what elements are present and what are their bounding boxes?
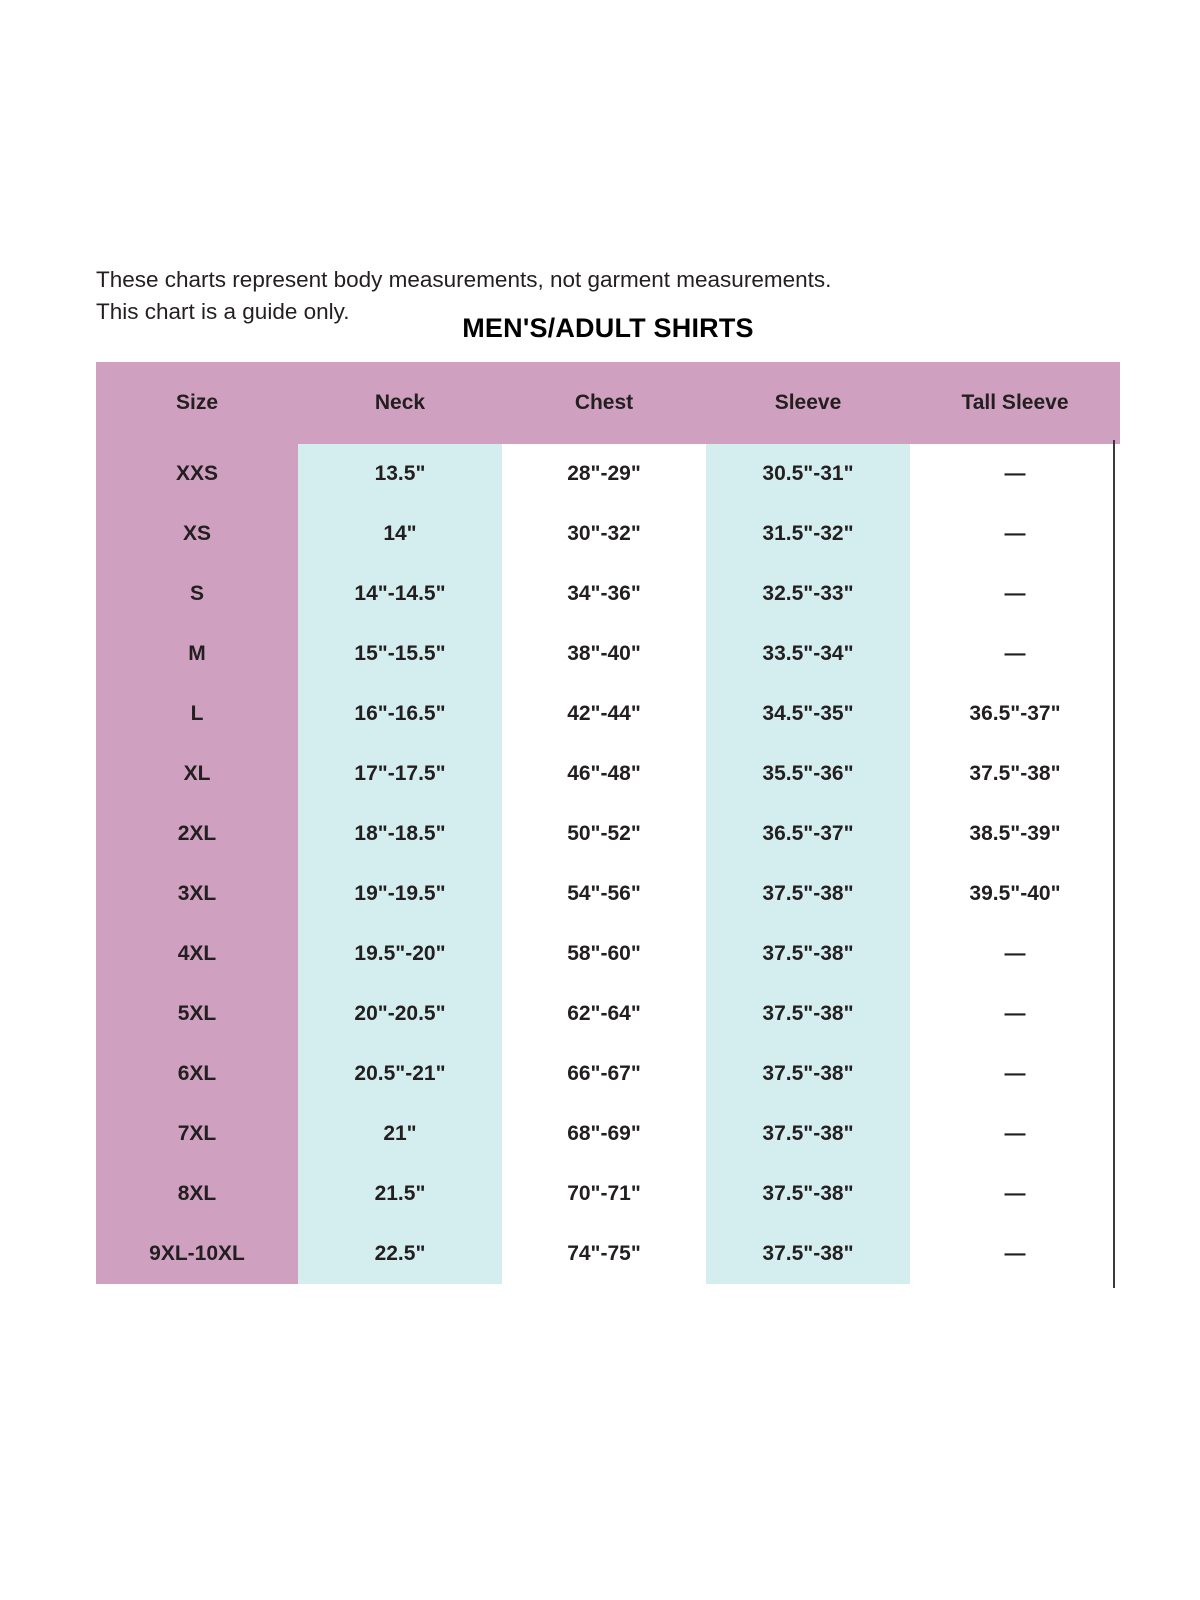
cell-chest: 74"-75" <box>502 1224 706 1284</box>
cell-neck: 17"-17.5" <box>298 744 502 804</box>
cell-sleeve: 30.5"-31" <box>706 444 910 504</box>
cell-sleeve: 37.5"-38" <box>706 1104 910 1164</box>
cell-sleeve: 32.5"-33" <box>706 564 910 624</box>
table-row <box>96 804 1120 864</box>
table-header-row <box>96 362 1120 444</box>
cell-neck: 14"-14.5" <box>298 564 502 624</box>
cell-size: 8XL <box>96 1164 298 1224</box>
cell-chest: 42"-44" <box>502 684 706 744</box>
table-row <box>96 864 1120 924</box>
table-row <box>96 1164 1120 1224</box>
cell-size: XS <box>96 504 298 564</box>
cell-chest: 50"-52" <box>502 804 706 864</box>
cell-sleeve: 37.5"-38" <box>706 1044 910 1104</box>
table-row <box>96 744 1120 804</box>
cell-size: 6XL <box>96 1044 298 1104</box>
cell-size: XXS <box>96 444 298 504</box>
table-row <box>96 984 1120 1044</box>
cell-neck: 21.5" <box>298 1164 502 1224</box>
cell-size: 5XL <box>96 984 298 1044</box>
cell-sleeve: 31.5"-32" <box>706 504 910 564</box>
cell-sleeve: 37.5"-38" <box>706 1224 910 1284</box>
cell-neck: 19.5"-20" <box>298 924 502 984</box>
cell-tall-sleeve: — <box>910 1104 1120 1164</box>
cell-chest: 68"-69" <box>502 1104 706 1164</box>
cell-tall-sleeve: — <box>910 504 1120 564</box>
cell-size: XL <box>96 744 298 804</box>
cell-tall-sleeve: — <box>910 924 1120 984</box>
cell-sleeve: 37.5"-38" <box>706 1164 910 1224</box>
cell-sleeve: 37.5"-38" <box>706 864 910 924</box>
cell-size: 4XL <box>96 924 298 984</box>
cell-size: 3XL <box>96 864 298 924</box>
cell-size: L <box>96 684 298 744</box>
cell-chest: 34"-36" <box>502 564 706 624</box>
table-row <box>96 504 1120 564</box>
size-chart-table-wrap <box>96 362 1120 1284</box>
table-row <box>96 684 1120 744</box>
cell-chest: 28"-29" <box>502 444 706 504</box>
cell-chest: 58"-60" <box>502 924 706 984</box>
table-right-rule <box>1113 440 1115 1288</box>
cell-size: 9XL-10XL <box>96 1224 298 1284</box>
column-header-sleeve: Sleeve <box>706 362 910 444</box>
cell-neck: 20"-20.5" <box>298 984 502 1044</box>
intro-line-1: These charts represent body measurements, not garment measurements. <box>96 267 832 292</box>
table-row <box>96 1044 1120 1104</box>
cell-sleeve: 36.5"-37" <box>706 804 910 864</box>
table-row <box>96 624 1120 684</box>
cell-tall-sleeve: 39.5"-40" <box>910 864 1120 924</box>
cell-tall-sleeve: — <box>910 444 1120 504</box>
size-chart-table <box>96 362 1120 1284</box>
cell-chest: 62"-64" <box>502 984 706 1044</box>
cell-neck: 13.5" <box>298 444 502 504</box>
table-row <box>96 924 1120 984</box>
cell-chest: 30"-32" <box>502 504 706 564</box>
cell-size: 7XL <box>96 1104 298 1164</box>
cell-size: M <box>96 624 298 684</box>
cell-neck: 16"-16.5" <box>298 684 502 744</box>
cell-size: 2XL <box>96 804 298 864</box>
cell-neck: 21" <box>298 1104 502 1164</box>
column-header-tall-sleeve: Tall Sleeve <box>910 362 1120 444</box>
column-header-neck: Neck <box>298 362 502 444</box>
cell-neck: 19"-19.5" <box>298 864 502 924</box>
cell-chest: 54"-56" <box>502 864 706 924</box>
table-row <box>96 1104 1120 1164</box>
cell-neck: 20.5"-21" <box>298 1044 502 1104</box>
column-header-size: Size <box>96 362 298 444</box>
table-header <box>96 362 1120 444</box>
cell-sleeve: 33.5"-34" <box>706 624 910 684</box>
table-row <box>96 564 1120 624</box>
cell-tall-sleeve: — <box>910 1044 1120 1104</box>
cell-tall-sleeve: — <box>910 1164 1120 1224</box>
cell-tall-sleeve: — <box>910 984 1120 1044</box>
cell-chest: 66"-67" <box>502 1044 706 1104</box>
cell-sleeve: 37.5"-38" <box>706 924 910 984</box>
cell-tall-sleeve: — <box>910 624 1120 684</box>
intro-line-2: This chart is a guide only. <box>96 299 350 324</box>
cell-sleeve: 34.5"-35" <box>706 684 910 744</box>
cell-neck: 22.5" <box>298 1224 502 1284</box>
cell-chest: 38"-40" <box>502 624 706 684</box>
table-body <box>96 444 1120 1284</box>
cell-chest: 70"-71" <box>502 1164 706 1224</box>
cell-tall-sleeve: 36.5"-37" <box>910 684 1120 744</box>
cell-tall-sleeve: 38.5"-39" <box>910 804 1120 864</box>
cell-sleeve: 37.5"-38" <box>706 984 910 1044</box>
column-header-chest: Chest <box>502 362 706 444</box>
cell-sleeve: 35.5"-36" <box>706 744 910 804</box>
cell-chest: 46"-48" <box>502 744 706 804</box>
cell-neck: 15"-15.5" <box>298 624 502 684</box>
cell-neck: 18"-18.5" <box>298 804 502 864</box>
cell-size: S <box>96 564 298 624</box>
page-title: MEN'S/ADULT SHIRTS <box>462 313 754 343</box>
cell-tall-sleeve: 37.5"-38" <box>910 744 1120 804</box>
cell-tall-sleeve: — <box>910 1224 1120 1284</box>
cell-neck: 14" <box>298 504 502 564</box>
table-row <box>96 444 1120 504</box>
table-row <box>96 1224 1120 1284</box>
cell-tall-sleeve: — <box>910 564 1120 624</box>
